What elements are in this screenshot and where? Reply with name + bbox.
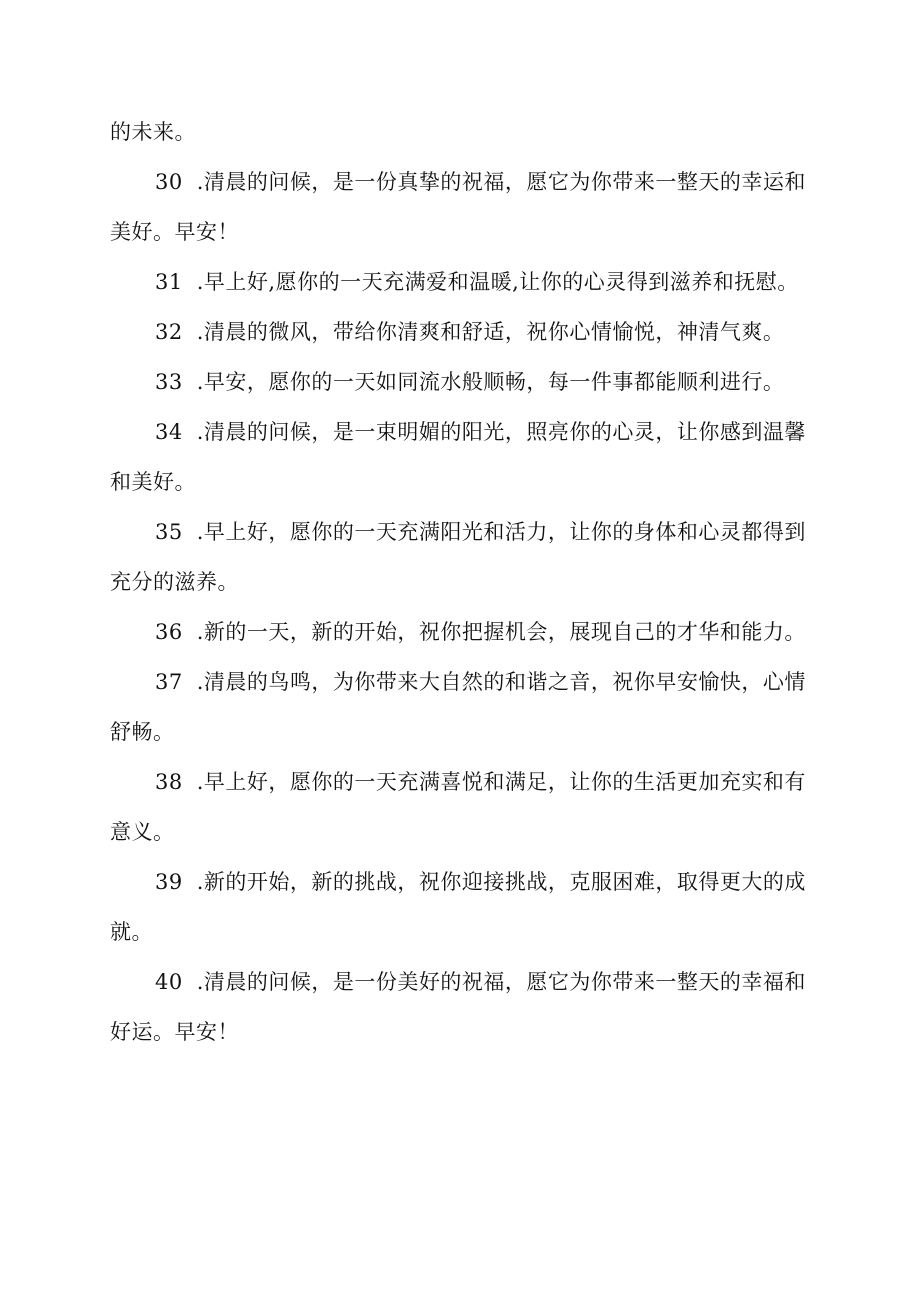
- item-number: 34: [155, 420, 183, 444]
- item-number: 39: [155, 870, 183, 894]
- list-item-30: [155, 167, 920, 197]
- item-text: .早上好，愿你的一天充满阳光和活力，让你的身体和心灵都得到: [196, 520, 806, 544]
- list-item-33: [155, 367, 920, 397]
- item-text-continuation: 充分的滋养。: [110, 570, 239, 594]
- item-text: .早上好,愿你的一天充满爱和温暖,让你的心灵得到滋养和抚慰。: [196, 270, 799, 294]
- item-text: .新的一天，新的开始，祝你把握机会，展现自己的才华和能力。: [196, 620, 806, 644]
- list-item-31: [155, 267, 920, 297]
- item-number: 35: [155, 520, 183, 544]
- list-item-36: [155, 617, 920, 647]
- item-number: 30: [155, 170, 183, 194]
- item-text: .新的开始，新的挑战，祝你迎接挑战，克服困难，取得更大的成: [196, 870, 806, 894]
- item-number: 40: [155, 970, 183, 994]
- list-item-34-continuation: [110, 467, 920, 497]
- item-text-continuation: 意义。: [110, 820, 175, 844]
- item-text: .早安，愿你的一天如同流水般顺畅，每一件事都能顺利进行。: [196, 370, 785, 394]
- list-item-34: [155, 417, 920, 447]
- list-item-37: [155, 667, 920, 697]
- item-text-continuation: 舒畅。: [110, 720, 175, 744]
- list-item-39: [155, 867, 920, 897]
- list-item-37-continuation: [110, 717, 920, 747]
- list-item-35-continuation: [110, 567, 920, 597]
- list-item-38-continuation: [110, 817, 920, 847]
- item-text: .清晨的问候，是一份真挚的祝福，愿它为你带来一整天的幸运和: [196, 170, 806, 194]
- item-text: .清晨的鸟鸣，为你带来大自然的和谐之音，祝你早安愉快，心情: [196, 670, 806, 694]
- list-item-35: [155, 517, 920, 547]
- item-text: .清晨的问候，是一束明媚的阳光，照亮你的心灵，让你感到温馨: [196, 420, 806, 444]
- item-text-continuation: 和美好。: [110, 470, 196, 494]
- item-number: 37: [155, 670, 183, 694]
- list-item-30-continuation: [110, 217, 920, 247]
- list-item-40: [155, 967, 920, 997]
- item-text-continuation: 好运。早安！: [110, 1020, 239, 1044]
- continuation-line: [110, 117, 920, 147]
- item-number: 33: [155, 370, 183, 394]
- item-number: 38: [155, 770, 183, 794]
- item-text-continuation: 美好。早安！: [110, 220, 239, 244]
- item-text: .清晨的问候，是一份美好的祝福，愿它为你带来一整天的幸福和: [196, 970, 806, 994]
- item-number: 32: [155, 320, 183, 344]
- item-number: 31: [155, 270, 183, 294]
- item-text: .清晨的微风，带给你清爽和舒适，祝你心情愉悦，神清气爽。: [196, 320, 785, 344]
- list-item-32: [155, 317, 920, 347]
- list-item-40-continuation: [110, 1017, 920, 1047]
- item-text: .早上好，愿你的一天充满喜悦和满足，让你的生活更加充实和有: [196, 770, 806, 794]
- continuation-text: 的未来。: [110, 120, 196, 144]
- list-item-38: [155, 767, 920, 797]
- list-item-39-continuation: [110, 917, 920, 947]
- item-text-continuation: 就。: [110, 920, 153, 944]
- item-number: 36: [155, 620, 183, 644]
